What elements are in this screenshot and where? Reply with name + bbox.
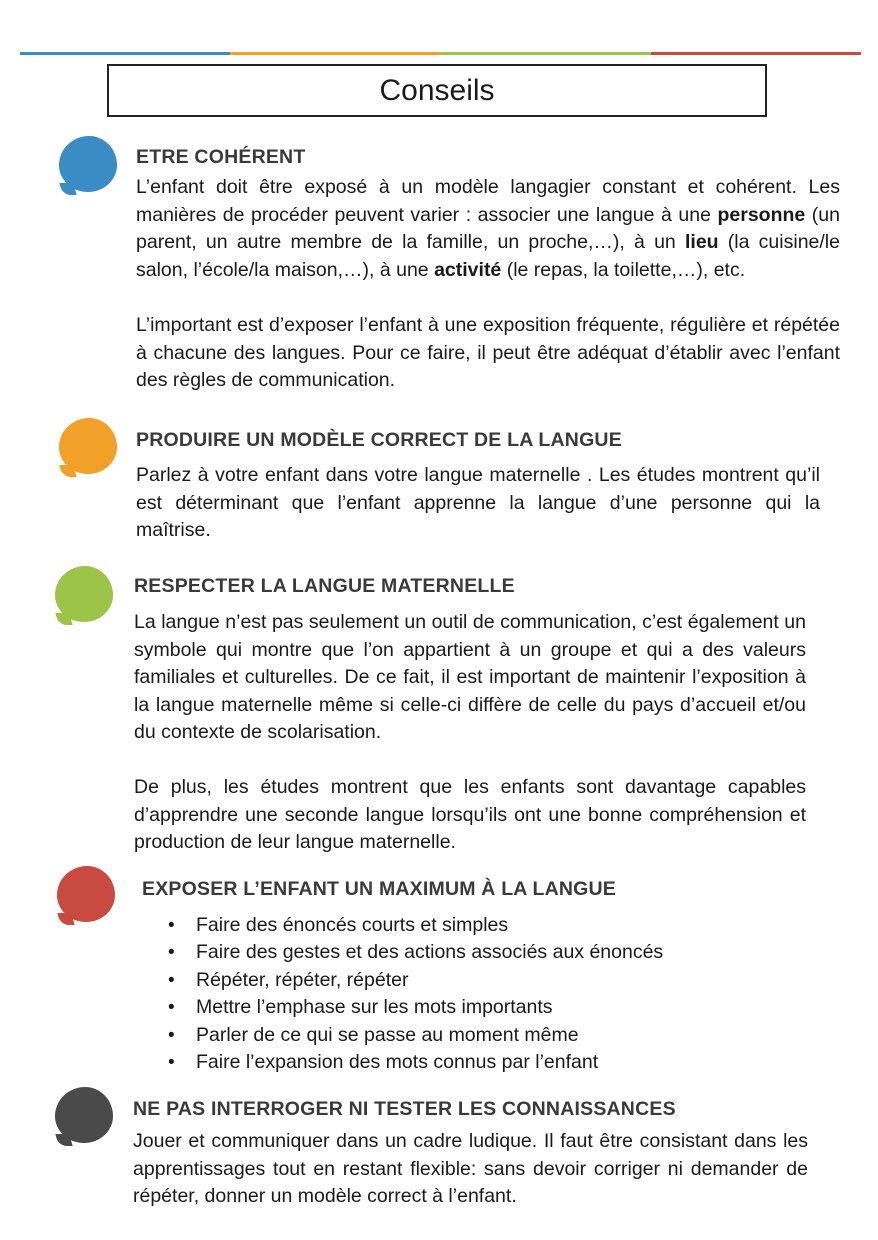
list-item: • Mettre l’emphase sur les mots importants	[168, 994, 663, 1021]
top-bar-blue	[20, 52, 230, 55]
section-paragraph: Jouer et communiquer dans un cadre ludique. Il faut être consistant dans les apprentissages tout en restant flexible: sans devoir corriger ni demander de répéter, donner un modèle correct à l’enfant.	[133, 1130, 808, 1207]
advice-list	[168, 912, 663, 1076]
list-item: • Parler de ce qui se passe au moment même	[168, 1022, 663, 1049]
section-paragraph: Parlez à votre enfant dans votre langue maternelle . Les études montrent qu’il est déterminant que l’enfant apprenne la langue d’une personne qui la maîtrise.	[136, 464, 820, 541]
list-item: • Faire l’expansion des mots connus par l’enfant	[168, 1049, 663, 1076]
list-item: • Faire des gestes et des actions associés aux énoncés	[168, 939, 663, 966]
list-item: • Faire des énoncés courts et simples	[168, 912, 663, 939]
section-heading: ETRE COHÉRENT	[136, 146, 306, 168]
section-heading: RESPECTER LA LANGUE MATERNELLE	[134, 575, 515, 597]
list-item: • Répéter, répéter, répéter	[168, 967, 663, 994]
section-heading: EXPOSER L’ENFANT UN MAXIMUM À LA LANGUE	[142, 878, 617, 900]
page-title: Conseils	[107, 64, 767, 117]
red-bullet-blob-icon	[57, 866, 115, 922]
orange-bullet-blob-icon	[59, 418, 117, 474]
top-bar-red	[651, 52, 861, 55]
color-top-bar	[20, 52, 861, 55]
section-heading: NE PAS INTERROGER NI TESTER LES CONNAISSANCES	[133, 1098, 676, 1120]
section-paragraph: La langue n’est pas seulement un outil de communication, c’est également un symbole qui montre que l’on appartient à un groupe et qui a des valeurs familiales et culturelles. De ce fait, il est important de maintenir l’exposition à la langue maternelle même si celle-ci diffère de celle du pays d’accueil et/ou du contexte de scolarisation.	[134, 611, 806, 743]
section-heading: PRODUIRE UN MODÈLE CORRECT DE LA LANGUE	[136, 429, 622, 451]
blue-bullet-blob-icon	[59, 136, 117, 192]
section-paragraph: De plus, les études montrent que les enfants sont davantage capables d’apprendre une seconde langue lorsqu’ils ont une bonne compréhension et production de leur langue maternelle.	[134, 776, 806, 853]
top-bar-orange	[230, 52, 440, 55]
dark-bullet-blob-icon	[55, 1087, 113, 1143]
green-bullet-blob-icon	[55, 566, 113, 622]
top-bar-green	[441, 52, 651, 55]
section-paragraph: L’important est d’exposer l’enfant à une exposition fréquente, régulière et répétée à chacune des langues. Pour ce faire, il peut être adéquat d’établir avec l’enfant des règles de communication.	[136, 314, 840, 391]
section-paragraph: L’enfant doit être exposé à un modèle langagier constant et cohérent. Les manières de procéder peuvent varier : associer une langue à une personne (un parent, un autre membre de la famille, un proche,…), à un lieu (la cuisine/le salon, l’école/la maison,…), à une activité (le repas, la toilette,…), etc.	[136, 176, 840, 281]
